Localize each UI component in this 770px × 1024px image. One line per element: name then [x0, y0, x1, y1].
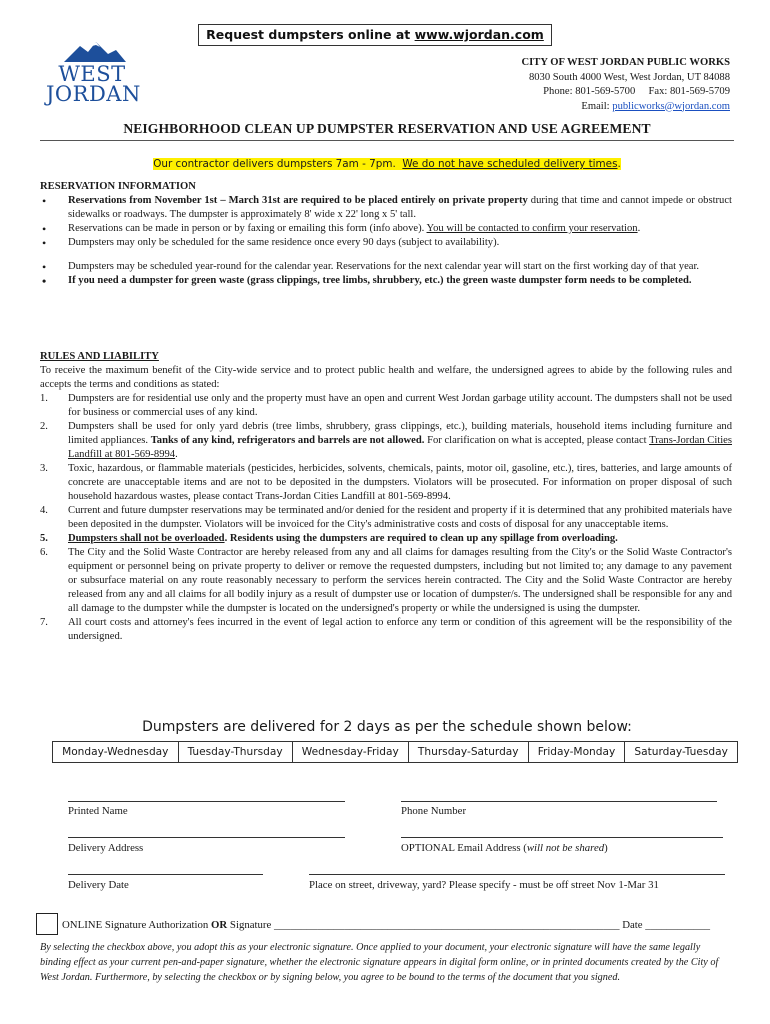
reservation-section [40, 180, 732, 288]
rule-item: 3. Toxic, hazardous, or flammable materials (pesticides, herbicides, solvents, chemicals, paints, motor oil, gasoline, etc.), tires, batteries, and large amounts of concrete are unacceptable items and are not to be deposited in the dumpsters. Violators will be prosecuted. For information on proper disposal of such household hazardous wastes, please contact Trans-Jordan Cities Landfill at 801-569-8994. [40, 463, 732, 502]
schedule-option-wed-fri[interactable]: Wednesday-Friday [293, 742, 409, 762]
delivery-hours: Our contractor delivers dumpsters 7am - 7pm. [153, 158, 396, 170]
list-item: • Reservations from November 1st – March 31st are required to be placed entirely on private property during that time and cannot impede or obstruct sidewalks or roadways. The dumpster is approximately 8' wide x 22' long x 5' tall. [40, 194, 732, 222]
rules-section [40, 350, 732, 644]
email-address-field[interactable] [401, 837, 723, 838]
placement-field[interactable] [309, 874, 725, 875]
no-scheduled-times: We do not have scheduled delivery times [402, 158, 618, 170]
reservation-heading: RESERVATION INFORMATION [40, 181, 196, 192]
rule-item: 2. Dumpsters shall be used for only yard debris (tree limbs, shrubbery, grass clippings, etc.), building materials, household items including furniture and limited appliances. Tanks of any kind, refrigerators and barrels are not allowed. For clarification on what is accepted, please contact Trans-Jordan Cities Landfill at 801-569-8994. [40, 421, 732, 460]
phone-number-label: Phone Number [401, 805, 467, 817]
list-item: • Reservations can be made in person or by faxing or emailing this form (info above). You will be contacted to confirm your reservation. [40, 222, 732, 236]
esignature-disclaimer: By selecting the checkbox above, you adopt this as your electronic signature. Once applied to your document, your electronic signature will have the same legally binding effect as your current pen-and-paper signature, whether the electronic signature appears in digital form online, or in printed documents created by the City of West Jordan. Furthermore, by selecting the checkbox or by signing below, you agree to be bound to the terms of the document that you signed. [40, 942, 719, 983]
signature-row [62, 918, 710, 932]
rules-heading: RULES AND LIABILITY [40, 351, 159, 362]
signature-date-line[interactable]: Signature ________________________________________________________________ Date ____________ [227, 919, 711, 931]
mountain-logo-icon [46, 38, 138, 64]
rule-item: 4. Current and future dumpster reservations may be terminated and/or denied for the resident and property if it is determined that any prohibited materials have been deposited in the dumpster. Violators will be invoiced for the City's administrative costs and costs of disposal for any unacceptable items. [40, 505, 732, 530]
placement-label: Place on street, driveway, yard? Please specify - must be off street Nov 1-Mar 31 [309, 879, 659, 891]
rules-intro: To receive the maximum benefit of the City-wide service and to protect public health and welfare, the undersigned agrees to abide by the following rules and accepts the terms and conditions as stated: [40, 365, 732, 390]
organization-phone-fax: Phone: 801-569-5700 Fax: 801-569-5709 [543, 86, 730, 97]
email-link[interactable]: publicworks@wjordan.com [612, 100, 730, 112]
rule-item: 7. All court costs and attorney's fees incurred in the event of legal action to enforce any term or condition of this agreement will be the responsibility of the undersigned. [40, 617, 732, 642]
organization-name: CITY OF WEST JORDAN PUBLIC WORKS [521, 57, 730, 68]
printed-name-field[interactable] [68, 801, 345, 802]
organization-email [522, 100, 730, 115]
delivery-date-field[interactable] [68, 874, 263, 875]
phone-number-field[interactable] [401, 801, 717, 802]
schedule-options [52, 741, 738, 763]
organization-address: 8030 South 4000 West, West Jordan, UT 84088 [528, 71, 730, 83]
delivery-address-field[interactable] [68, 837, 345, 838]
or-label: OR [211, 919, 228, 931]
banner-text: Request dumpsters online at [206, 27, 415, 42]
optional-email-label: OPTIONAL Email Address (will not be shared) [401, 842, 608, 854]
west-jordan-logo [46, 38, 141, 108]
delivery-note: Our contractor delivers dumpsters 7am - 7pm. We do not have scheduled delivery times. [153, 158, 621, 170]
schedule-option-fri-mon[interactable]: Friday-Monday [529, 742, 626, 762]
delivery-date-label: Delivery Date [68, 879, 129, 891]
schedule-title: Dumpsters are delivered for 2 days as per the schedule shown below: [142, 719, 632, 735]
schedule-option-thu-sat[interactable]: Thursday-Saturday [409, 742, 529, 762]
email-label: Email: [581, 100, 613, 112]
delivery-address-label: Delivery Address [68, 842, 144, 854]
online-request-banner [198, 24, 552, 46]
online-signature-checkbox[interactable] [36, 913, 58, 935]
schedule-option-mon-wed[interactable]: Monday-Wednesday [53, 742, 179, 762]
rule-item: 6. The City and the Solid Waste Contractor are hereby released from any and all claims for damages resulting from the City's or the Solid Waste Contractor's equipment or personnel being on private property to deliver or remove the requested dumpsters, including but not limited to; any damage to any pavement or subsurface material on any route reasonably necessary to perform the services herein contracted. The City and the Solid Waste Contractor are hereby released from any and all claims for all bodily injury as a result of dumpster use or location of dumpster/s. The undersigned shall be responsible for any and all damage to the dumpster while the dumpster is located on the undersigned's property or while the undersigned is using the dumpster. [40, 547, 732, 614]
rule-item: 1. Dumpsters are for residential use only and the property must have an open and current West Jordan garbage utility account. The dumpsters shall not be used for business or commercial uses of any kind. [40, 393, 732, 418]
online-signature-label: ONLINE Signature Authorization [62, 919, 212, 931]
list-item: • Dumpsters may only be scheduled for the same residence once every 90 days (subject to availability). [40, 236, 732, 250]
organization-info [522, 56, 730, 114]
reservation-rule-bold: Reservations from November 1st – March 31st are required to be placed entirely on private property [68, 195, 528, 206]
logo-word-jordan: JORDAN [46, 82, 141, 106]
printed-name-label: Printed Name [68, 805, 128, 817]
logo-word-west: WEST [58, 62, 126, 86]
list-item: • Dumpsters may be scheduled year-round for the calendar year. Reservations for the next calendar year will start on the first working day of that year. [40, 260, 732, 274]
schedule-option-tue-thu[interactable]: Tuesday-Thursday [179, 742, 293, 762]
page-title: NEIGHBORHOOD CLEAN UP DUMPSTER RESERVATION AND USE AGREEMENT [123, 121, 651, 136]
website-link[interactable]: www.wjordan.com [414, 27, 544, 42]
title-divider [40, 140, 734, 141]
list-item: • If you need a dumpster for green waste (grass clippings, tree limbs, shrubbery, etc.) the green waste dumpster form needs to be completed. [40, 274, 732, 288]
rule-item: 5. Dumpsters shall not be overloaded. Residents using the dumpsters are required to clean up any spillage from overloading. [40, 533, 618, 544]
schedule-option-sat-tue[interactable]: Saturday-Tuesday [634, 746, 728, 758]
